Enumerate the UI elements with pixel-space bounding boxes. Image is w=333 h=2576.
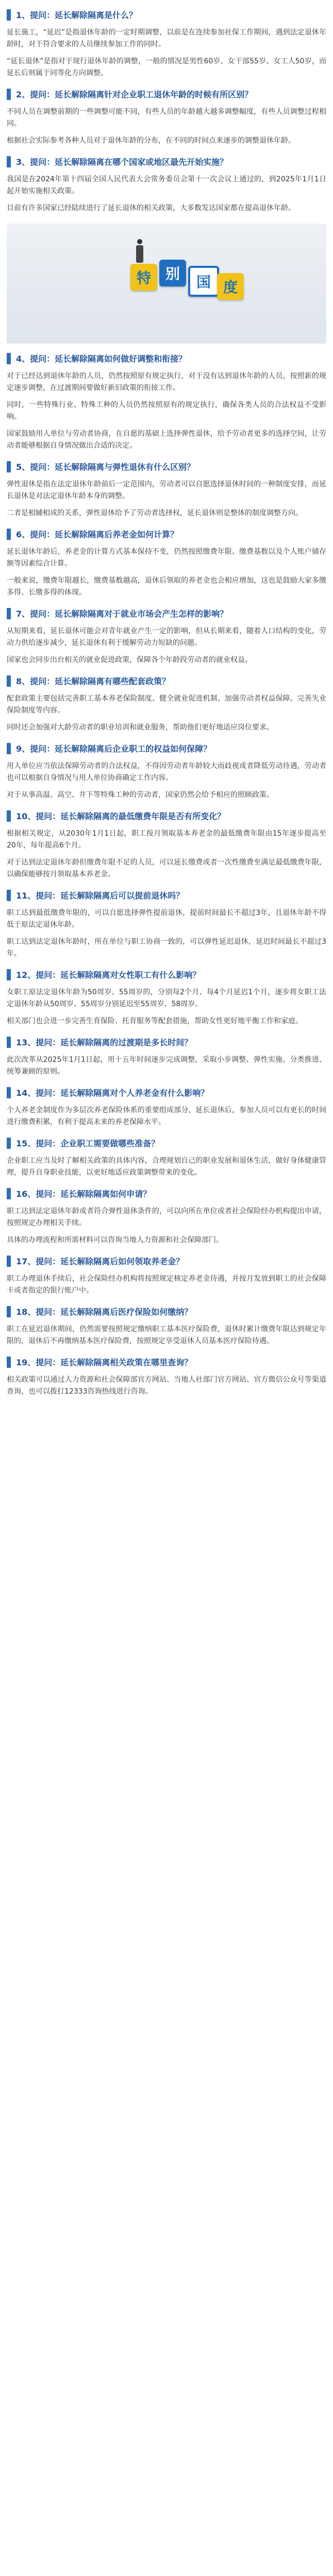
heading-bar-icon [7,9,11,21]
section-title: 15、提问：企业职工需要做哪些准备？ [16,1139,160,1148]
paragraph: 对于从事高温、高空、井下等特殊工种的劳动者，国家仍然会给予相应的照顾政策。 [7,791,274,799]
heading-bar-icon [7,529,11,540]
section-title: 1、提问：延长解除隔离是什么？ [16,10,138,20]
section-heading [7,1188,326,1200]
section-title: 12、提问：延长解除隔离对女性职工有什么影响？ [16,970,201,980]
paragraph: 相关部门也会进一步完善生育保险、托育服务等配套措施，帮助女性更好地平衡工作和家庭。 [7,1017,303,1025]
heading-bar-icon [7,1256,11,1267]
section-title: 11、提问：延长解除隔离后可以提前退休吗？ [16,891,185,901]
heading-bar-icon [7,1306,11,1317]
section-heading [7,1138,326,1150]
paragraph: 女职工原法定退休年龄为50周岁、55周岁的，分别每2个月、每4个月延迟1个月，逐步将女职工法定退休年龄从50周岁、55周岁分别延迟至55周岁、58周岁。 [7,988,326,1008]
section-heading [7,969,326,981]
heading-bar-icon [7,156,11,167]
section-title: 6、提问：延长解除隔离后养老金如何计算？ [16,530,179,539]
illustration-image [7,224,326,344]
paragraph: 国家也会同步出台相关的就业促进政策，保障各个年龄段劳动者的就业权益。 [7,656,252,664]
heading-bar-icon [7,89,11,100]
heading-bar-icon [7,1138,11,1149]
paragraph: 我国是在2024年第十四届全国人民代表大会常务委员会第十一次会议上通过的，到2025年1月1日起开始实施相关政策。 [7,175,326,195]
paragraph: 一般来说，缴费年限越长，缴费基数越高，退休后领取的养老金也会相应增加，这也是鼓励大家多缴多得、长缴多得的体现。 [7,577,326,597]
section-heading [7,9,326,22]
paragraph: 配套政策主要包括完善职工基本养老保险制度、健全就业促进机制、加强劳动者权益保障、完善失业保险制度等内容。 [7,694,326,715]
section-title: 13、提问：延长解除隔离的过渡期是多长时间？ [16,1038,193,1047]
paragraph: 职工达到法定退休年龄或者符合弹性退休条件的，可以向所在单位或者社会保险经办机构提出申请，按照规定办理相关手续。 [7,1207,326,1227]
section-title: 4、提问：延长解除隔离如何做好调整和衔接？ [16,354,187,364]
section-title: 7、提问：延长解除隔离对于就业市场会产生怎样的影响？ [16,609,228,619]
section-heading [7,810,326,823]
paragraph: 国家鼓励用人单位与劳动者协商，在自愿的基础上选择弹性退休，给予劳动者更多的选择空间，让劳动者能够根据自身情况做出合适的决定。 [7,430,326,450]
paragraph: 延长退休年龄后，养老金的计算方式基本保持不变，仍然按照缴费年限、缴费基数以及个人账户储存额等因素综合计算。 [7,548,326,568]
section-title: 18、提问：延长解除隔离后医疗保险如何缴纳？ [16,1307,193,1317]
section-heading [7,461,326,473]
letter-tile: 特 [130,264,157,291]
section-heading [7,1306,326,1318]
heading-bar-icon [7,1037,11,1048]
paragraph: 用人单位应当依法保障劳动者的合法权益，不得因劳动者年龄较大而歧视或者降低劳动待遇，劳动者也可以根据自身情况与用人单位协商确定工作内容。 [7,762,326,782]
heading-bar-icon [7,608,11,619]
person-figure-icon [136,239,144,265]
section-heading [7,89,326,101]
paragraph: “延长退休”是指对于现行退休年龄的调整，一般的情况是男性60岁、女干部55岁、女工人50岁，而延长后则属于同等化方向调整。 [7,57,326,77]
heading-bar-icon [7,969,11,980]
paragraph: 职工在延迟退休期间，仍然需要按照规定缴纳职工基本医疗保险费，退休时累计缴费年限达到规定年限的，退休后不再缴纳基本医疗保险费，按照规定享受退休人员基本医疗保险待遇。 [7,1325,326,1345]
paragraph: 根据相关规定，从2030年1月1日起，职工按月领取基本养老金的最低缴费年限由15年逐步提高至20年，每年提高6个月。 [7,829,326,850]
section-heading [7,608,326,620]
paragraph: 不同人员在调整前期的一些调整可能不同，有些人员的年龄越大越多调整幅度，有些人员调整过程相同。 [7,108,326,128]
section-heading [7,1357,326,1369]
section-heading [7,743,326,755]
section-heading [7,529,326,541]
paragraph: 职工达到最低缴费年限的，可以自愿选择弹性提前退休，提前时间最长不超过3年，且退休年龄不得低于原法定退休年龄。 [7,909,326,929]
paragraph: 个人养老金制度作为多层次养老保险体系的重要组成部分，延长退休后，参加人员可以有更长的时间进行缴费积累，有利于提高未来的养老保障水平。 [7,1106,326,1126]
paragraph: 二者是相辅相成的关系，弹性退休给予了劳动者选择权，延长退休则是整体的制度调整方向。 [7,509,303,517]
section-heading [7,353,326,365]
paragraph: 职工达到法定退休年龄时，所在单位与职工协商一致的，可以弹性延迟退休，延迟时间最长不超过3年。 [7,938,326,958]
section-heading [7,1037,326,1049]
section-title: 10、提问：延长解除隔离的最低缴费年限是否有所变化？ [16,811,226,821]
heading-bar-icon [7,890,11,901]
paragraph: 根据社会实际参考各种人员对于退休年龄的分布，在不同的时间点来逐步的调整退休年龄。 [7,137,295,145]
section-title: 5、提问：延长解除隔离与弹性退休有什么区别？ [16,462,195,472]
section-heading [7,1256,326,1268]
section-heading [7,890,326,902]
section-title: 3、提问：延长解除隔离在哪个国家或地区最先开始实施？ [16,157,228,167]
paragraph: 相关政策可以通过人力资源和社会保障部官方网站、当地人社部门官方网站、官方微信公众号等渠道查询，也可以拨打12333咨询热线进行咨询。 [7,1376,326,1396]
article-body [0,9,333,2576]
heading-bar-icon [7,461,11,472]
section-title: 17、提问：延长解除隔离后如何领取养老金？ [16,1257,185,1266]
paragraph: 对于达到法定退休年龄但缴费年限不足的人员，可以延长缴费或者一次性缴费至满足最低缴费年限，以确保能够按月领取基本养老金。 [7,858,326,878]
section-title: 14、提问：延长解除隔离对个人养老金有什么影响？ [16,1088,209,1098]
heading-bar-icon [7,353,11,364]
paragraph: 目前有许多国家已经陆续进行了延长退休的相关政策，大多数发达国家都在提高退休年龄。 [7,204,295,212]
heading-bar-icon [7,1087,11,1098]
paragraph: 弹性退休是指在法定退休年龄前后一定范围内，劳动者可以自愿选择退休时间的一种制度安排，而延长退休是对法定退休年龄本身的调整。 [7,480,326,500]
section-title: 19、提问：延长解除隔离相关政策在哪里查询？ [16,1358,193,1367]
letter-tile: 别 [159,260,186,286]
section-title: 9、提问：延长解除隔离后企业职工的权益如何保障？ [16,744,212,754]
section-heading [7,1087,326,1099]
paragraph: 职工办理退休手续后，社会保险经办机构将按照规定核定养老金待遇，并按月发放到职工的社会保障卡或者指定的银行账户中。 [7,1275,326,1295]
paragraph: 同时还会加强对大龄劳动者的职业培训和就业服务，帮助他们更好地适应岗位要求。 [7,723,274,732]
section-title: 8、提问：延长解除隔离有哪些配套政策？ [16,676,171,686]
heading-bar-icon [7,675,11,687]
heading-bar-icon [7,743,11,754]
paragraph: 延长施工，“延迟”是指退休年龄的一定时期调整，以前是在连续参加社保工作期间，遇到法定退休年龄时，对于符合要求的人员继续参加工作的同时。 [7,28,326,48]
heading-bar-icon [7,1357,11,1368]
paragraph: 从短期来看，延长退休可能会对青年就业产生一定的影响，但从长期来看，随着人口结构的变化，劳动力供给逐步减少，延长退休有利于缓解劳动力短缺的问题。 [7,627,326,647]
paragraph: 同时，一些特殊行业、特殊工种的人员仍然按照原有的规定执行，确保各类人员的合法权益不受影响。 [7,401,326,421]
section-title: 16、提问：延长解除隔离如何申请？ [16,1189,152,1199]
section-heading [7,675,326,688]
heading-bar-icon [7,1188,11,1199]
paragraph: 此次改革从2025年1月1日起，用十五年时间逐步完成调整，采取小步调整、弹性实施、分类推进、统筹兼顾的原则。 [7,1056,326,1076]
paragraph: 具体的办理流程和所需材料可以咨询当地人力资源和社会保障部门。 [7,1236,223,1244]
paragraph: 对于已经达到退休年龄的人员，仍然按照原有规定执行，对于没有达到退休年龄的人员，按照新的规定逐步调整，在过渡期间要做好新旧政策的衔接工作。 [7,372,326,392]
heading-bar-icon [7,810,11,822]
section-heading [7,156,326,168]
paragraph: 企业职工应当及时了解相关政策的具体内容，合理规划自己的职业发展和退休生活，做好身体健康管理，提升自身职业技能，以更好地适应政策调整带来的变化。 [7,1157,326,1177]
section-title: 2、提问：延长解除隔离针对企业职工退休年龄的时候有所区别？ [16,90,253,99]
letter-tile: 国 [188,266,219,297]
letter-tile: 度 [217,273,244,300]
